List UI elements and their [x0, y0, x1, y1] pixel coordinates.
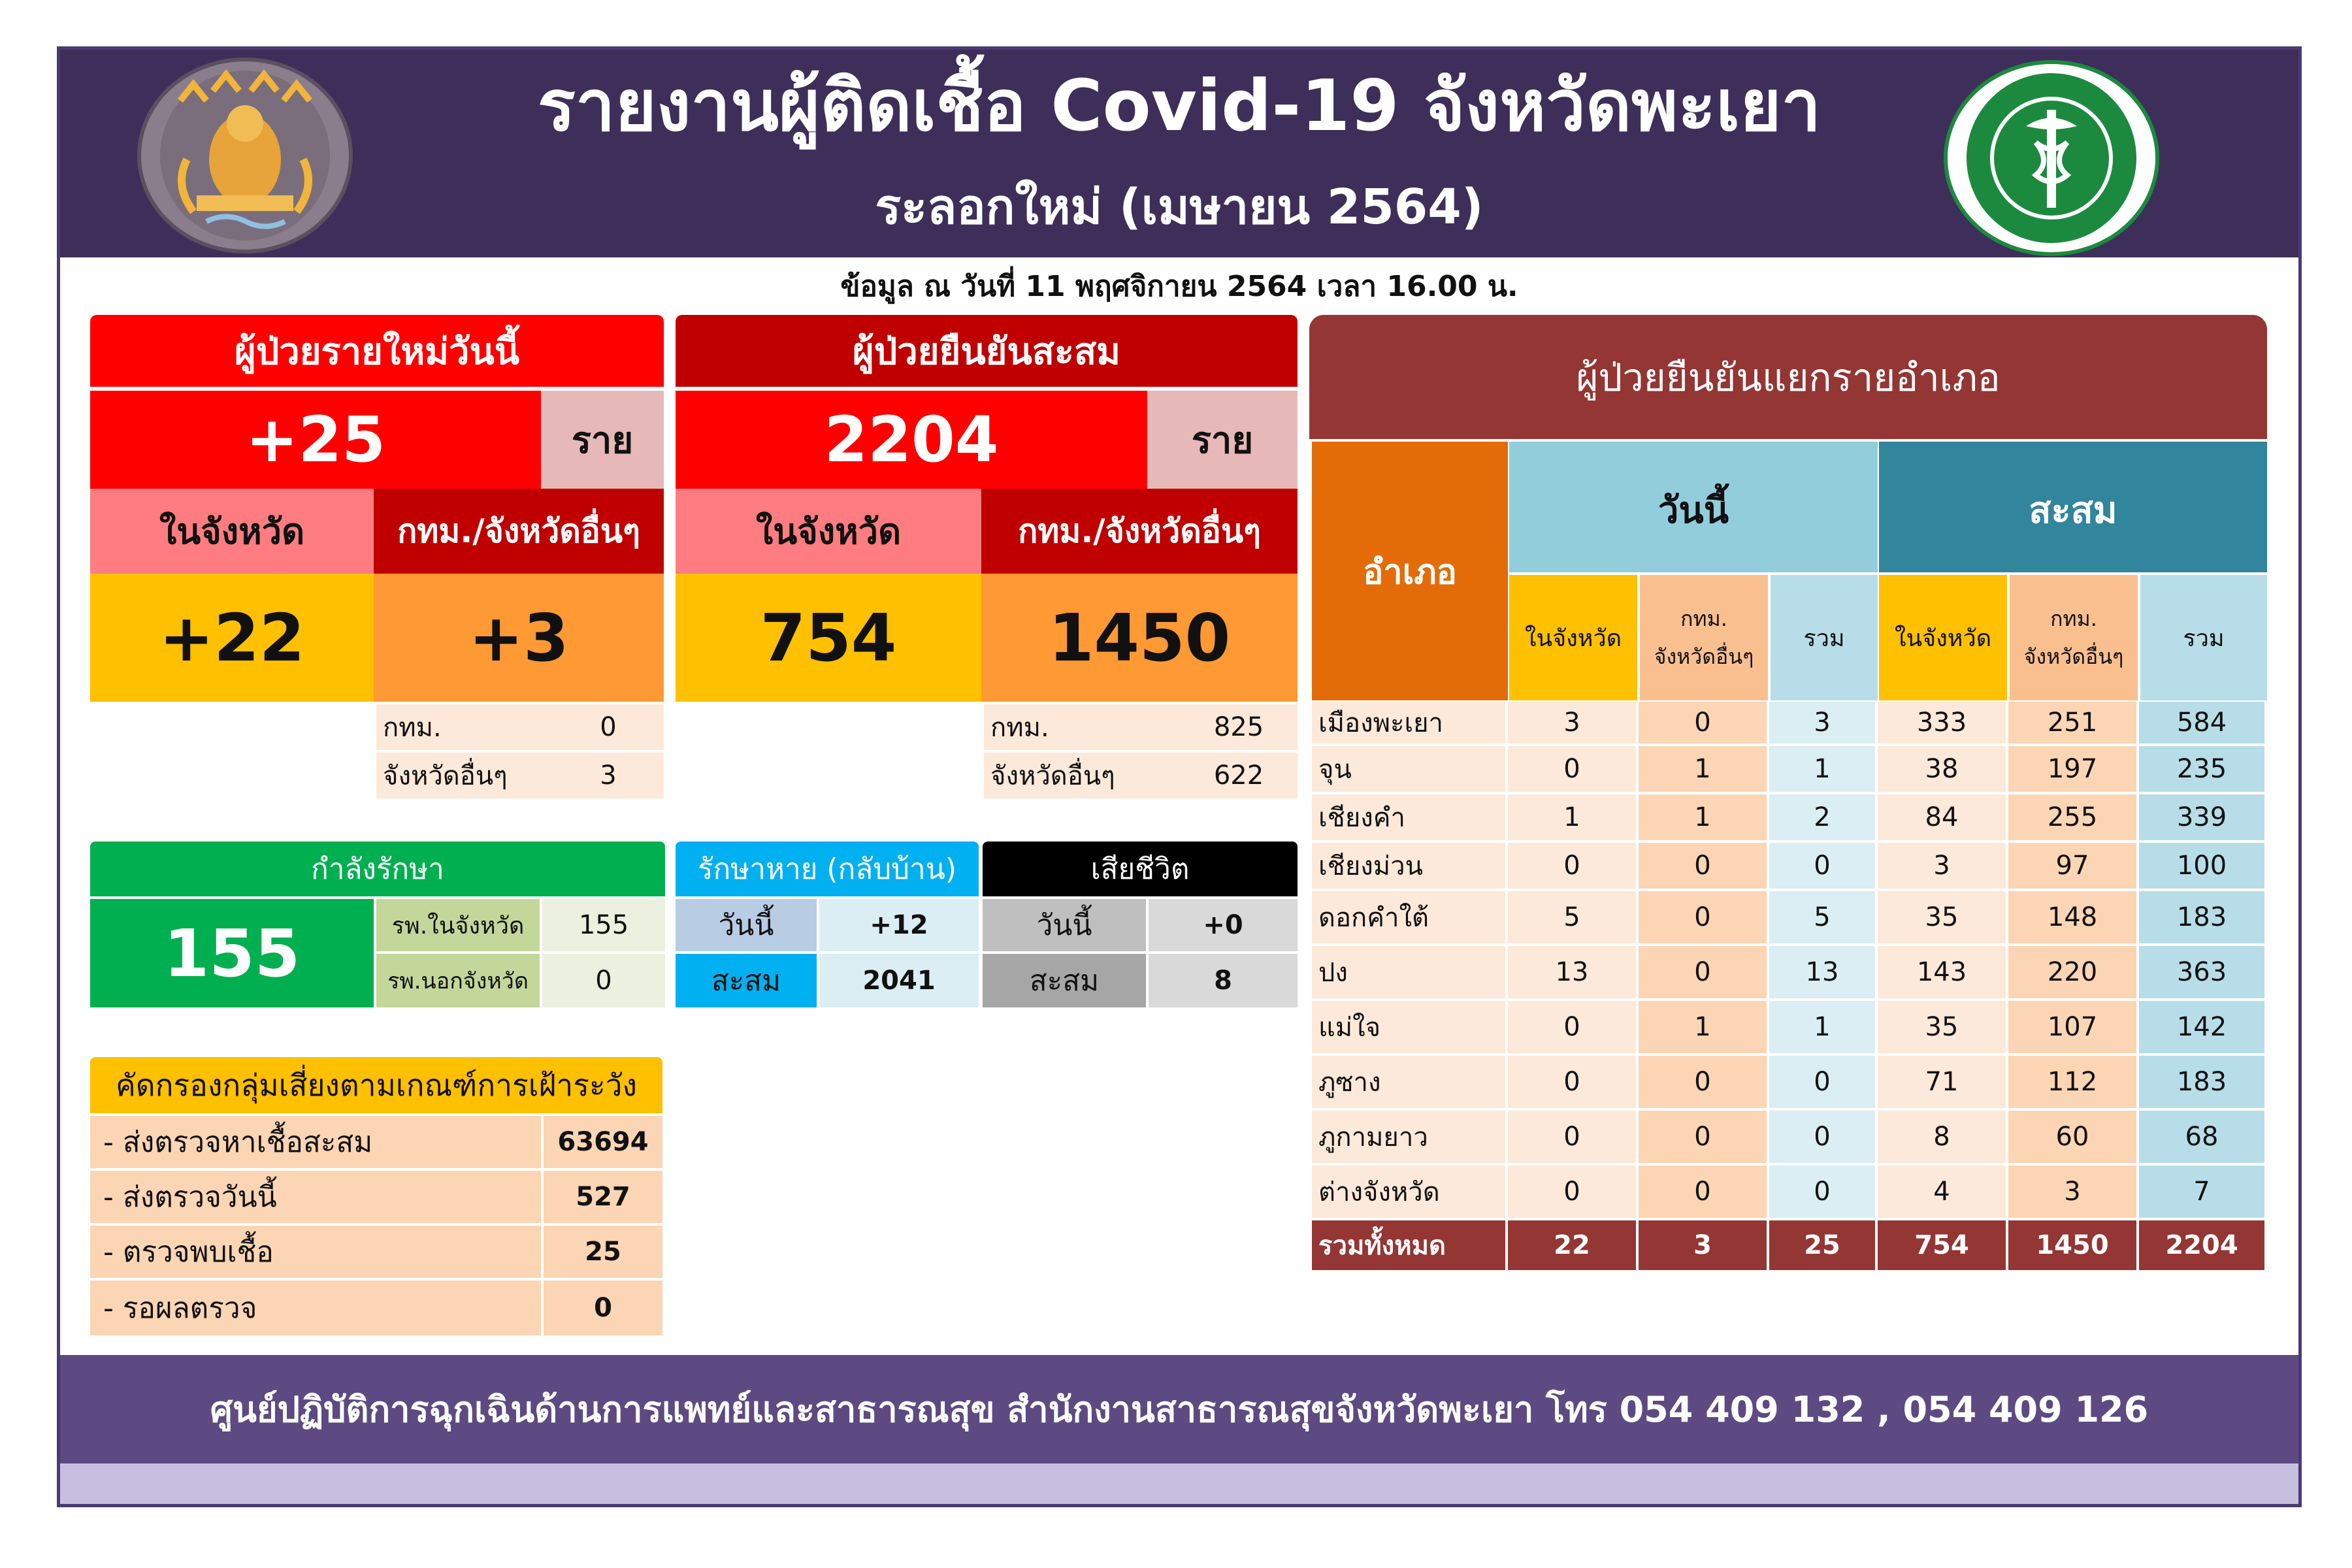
new-today-other-label: กทม./จังหวัดอื่นๆ — [374, 489, 664, 574]
district-cell-t_out: 0 — [1639, 1056, 1769, 1111]
district-table-title: ผู้ป่วยยืนยันแยกรายอำเภอ — [1309, 315, 2267, 439]
district-cell-c_out: 60 — [2008, 1111, 2139, 1166]
cumulative-in-province-label: ในจังหวัด — [676, 489, 981, 574]
district-cell-t_sum: 1 — [1769, 746, 1878, 794]
new-today-bkk-value: 0 — [553, 704, 664, 750]
cumulative-in-province-value: 754 — [676, 574, 981, 702]
new-today-unit: ราย — [541, 391, 664, 489]
district-cell-c_out: 112 — [2008, 1056, 2139, 1111]
recovered-today-value: +12 — [819, 899, 979, 951]
cumulative-other-value: 1450 — [981, 574, 1298, 702]
district-cell-c_out: 197 — [2008, 746, 2139, 794]
screening-list — [90, 1116, 662, 1335]
district-cell-t_out: 0 — [1639, 1166, 1769, 1220]
district-cell-t_out: 0 — [1639, 843, 1769, 891]
district-row — [1312, 746, 2267, 794]
district-cell-t_sum: 0 — [1769, 843, 1878, 891]
district-cell-t_sum: 1 — [1769, 1001, 1878, 1056]
deaths-cum-value: 8 — [1149, 954, 1298, 1007]
district-cell-c_in: 84 — [1878, 794, 2008, 843]
district-cell-c_sum: 183 — [2139, 891, 2267, 946]
district-cell-c_sum: 7 — [2139, 1166, 2267, 1220]
district-cell-t_sum: 0 — [1769, 1111, 1878, 1166]
district-cell-c_in: 38 — [1878, 746, 2008, 794]
footer-band — [60, 1463, 2298, 1504]
district-cell-c_in: 143 — [1878, 946, 2008, 1001]
recovered-cum-value: 2041 — [819, 954, 979, 1007]
recovered-today-label: วันนี้ — [676, 899, 817, 951]
district-cell-c_in: 8 — [1878, 1111, 2008, 1166]
district-cell-t_in: 22 — [1508, 1220, 1639, 1273]
district-cell-c_in: 35 — [1878, 1001, 2008, 1056]
treating-out-hosp-label: รพ.นอกจังหวัด — [376, 954, 540, 1007]
page-subtitle: ระลอกใหม่ (เมษายน 2564) — [875, 179, 1484, 235]
sub-header-other-line1: กทม. — [2050, 606, 2097, 631]
district-cell-t_sum: 13 — [1769, 946, 1878, 1001]
district-cell-name: ภูซาง — [1312, 1056, 1508, 1111]
district-cell-c_in: 754 — [1878, 1220, 2008, 1273]
district-cell-t_in: 3 — [1508, 702, 1639, 746]
district-cell-t_out: 1 — [1639, 1001, 1769, 1056]
district-cell-c_in: 3 — [1878, 843, 2008, 891]
sub-header-other-line2: จังหวัดอื่นๆ — [1654, 644, 1754, 669]
screening-row — [90, 1171, 662, 1226]
district-row — [1312, 1001, 2267, 1056]
district-total-row — [1312, 1220, 2267, 1273]
district-cell-t_sum: 0 — [1769, 1056, 1878, 1111]
new-today-in-province-value: +22 — [90, 574, 374, 702]
sub-header-cum-other — [2010, 575, 2138, 700]
district-cell-t_sum: 3 — [1769, 702, 1878, 746]
district-rows — [1312, 702, 2267, 1273]
treating-out-hosp-value: 0 — [542, 954, 665, 1007]
district-row — [1312, 1111, 2267, 1166]
district-cell-c_in: 35 — [1878, 891, 2008, 946]
sub-header-today-other — [1640, 575, 1768, 700]
district-cell-t_out: 0 — [1639, 891, 1769, 946]
district-cell-c_out: 3 — [2008, 1166, 2139, 1220]
district-cell-c_in: 333 — [1878, 702, 2008, 746]
district-cell-c_sum: 142 — [2139, 1001, 2267, 1056]
district-cell-c_sum: 363 — [2139, 946, 2267, 1001]
district-cell-c_in: 71 — [1878, 1056, 2008, 1111]
district-cell-t_in: 1 — [1508, 794, 1639, 843]
today-header: วันนี้ — [1509, 442, 1878, 572]
screening-title: คัดกรองกลุ่มเสี่ยงตามเกณฑ์การเฝ้าระวัง — [90, 1057, 662, 1113]
district-cell-c_out: 107 — [2008, 1001, 2139, 1056]
district-cell-c_out: 148 — [2008, 891, 2139, 946]
district-cell-t_in: 0 — [1508, 1001, 1639, 1056]
district-cell-c_sum: 183 — [2139, 1056, 2267, 1111]
district-cell-t_in: 5 — [1508, 891, 1639, 946]
deaths-title: เสียชีวิต — [983, 841, 1298, 896]
district-cell-name: ต่างจังหวัด — [1312, 1166, 1508, 1220]
screening-label: - ส่งตรวจวันนี้ — [90, 1171, 541, 1226]
district-cell-name: ดอกคำใต้ — [1312, 891, 1508, 946]
district-cell-c_in: 4 — [1878, 1166, 2008, 1220]
cumulative-other-prov-label: จังหวัดอื่นๆ — [984, 753, 1180, 798]
treating-in-hosp-value: 155 — [542, 899, 665, 951]
cumulative-title: ผู้ป่วยยืนยันสะสม — [676, 315, 1298, 387]
district-cell-t_in: 0 — [1508, 1056, 1639, 1111]
screening-value: 25 — [541, 1226, 662, 1281]
district-cell-t_out: 0 — [1639, 1111, 1769, 1166]
cumulative-unit: ราย — [1147, 391, 1298, 489]
screening-row — [90, 1116, 662, 1171]
district-header: อำเภอ — [1312, 442, 1508, 700]
sub-header-today-in: ในจังหวัด — [1509, 575, 1637, 700]
recovered-title: รักษาหาย (กลับบ้าน) — [676, 841, 979, 896]
sub-header-other-line2: จังหวัดอื่นๆ — [2023, 644, 2124, 669]
deaths-cum-label: สะสม — [983, 954, 1146, 1007]
deaths-today-value: +0 — [1149, 899, 1298, 951]
update-timestamp: ข้อมูล ณ วันที่ 11 พฤศจิกายน 2564 เวลา 16.00 น. — [840, 270, 1518, 303]
sub-header-today-total: รวม — [1771, 575, 1878, 700]
district-cell-c_sum: 2204 — [2139, 1220, 2267, 1273]
screening-label: - ส่งตรวจหาเชื้อสะสม — [90, 1116, 541, 1171]
district-cell-t_out: 1 — [1639, 746, 1769, 794]
screening-value: 0 — [541, 1281, 662, 1335]
district-cell-c_out: 1450 — [2008, 1220, 2139, 1273]
district-cell-name: จุน — [1312, 746, 1508, 794]
district-cell-name: รวมทั้งหมด — [1312, 1220, 1508, 1273]
district-cell-t_in: 0 — [1508, 746, 1639, 794]
cumulative-other-label: กทม./จังหวัดอื่นๆ — [981, 489, 1298, 574]
district-row — [1312, 702, 2267, 746]
page-title: รายงานผู้ติดเชื้อ Covid-19 จังหวัดพะเยา — [537, 65, 1821, 147]
district-cell-t_out: 3 — [1639, 1220, 1769, 1273]
sub-header-cum-in: ในจังหวัด — [1879, 575, 2007, 700]
district-cell-t_sum: 5 — [1769, 891, 1878, 946]
district-cell-t_out: 0 — [1639, 702, 1769, 746]
district-cell-name: ภูกามยาว — [1312, 1111, 1508, 1166]
cumulative-other-prov-value: 622 — [1180, 753, 1298, 798]
cumulative-header: สะสม — [1879, 442, 2267, 572]
cumulative-bkk-label: กทม. — [984, 704, 1180, 750]
district-row — [1312, 843, 2267, 891]
deaths-today-label: วันนี้ — [983, 899, 1146, 951]
district-cell-c_sum: 100 — [2139, 843, 2267, 891]
district-cell-c_out: 255 — [2008, 794, 2139, 843]
district-cell-name: เมืองพะเยา — [1312, 702, 1508, 746]
district-cell-name: เชียงคำ — [1312, 794, 1508, 843]
district-cell-t_sum: 2 — [1769, 794, 1878, 843]
district-cell-name: ปง — [1312, 946, 1508, 1001]
district-row — [1312, 794, 2267, 843]
district-row — [1312, 1056, 2267, 1111]
treating-in-hosp-label: รพ.ในจังหวัด — [376, 899, 540, 951]
new-today-other-prov-value: 3 — [553, 753, 664, 798]
district-cell-name: แม่ใจ — [1312, 1001, 1508, 1056]
new-today-bkk-label: กทม. — [376, 704, 553, 750]
district-cell-t_out: 0 — [1639, 946, 1769, 1001]
screening-label: - ตรวจพบเชื้อ — [90, 1226, 541, 1281]
screening-row — [90, 1226, 662, 1281]
district-cell-c_out: 251 — [2008, 702, 2139, 746]
district-cell-name: เชียงม่วน — [1312, 843, 1508, 891]
district-row — [1312, 891, 2267, 946]
district-cell-c_out: 220 — [2008, 946, 2139, 1001]
district-cell-t_in: 13 — [1508, 946, 1639, 1001]
sub-header-cum-total: รวม — [2140, 575, 2267, 700]
district-cell-c_sum: 339 — [2139, 794, 2267, 843]
district-cell-t_out: 1 — [1639, 794, 1769, 843]
new-today-title: ผู้ป่วยรายใหม่วันนี้ — [90, 315, 664, 387]
new-today-total: +25 — [90, 391, 541, 489]
district-cell-t_in: 0 — [1508, 1111, 1639, 1166]
sub-header-other-line1: กทม. — [1680, 606, 1727, 631]
new-today-other-value: +3 — [374, 574, 664, 702]
district-row — [1312, 946, 2267, 1001]
screening-label: - รอผลตรวจ — [90, 1281, 541, 1335]
district-cell-c_out: 97 — [2008, 843, 2139, 891]
screening-row — [90, 1281, 662, 1335]
district-cell-c_sum: 235 — [2139, 746, 2267, 794]
treating-title: กำลังรักษา — [90, 841, 665, 896]
district-cell-c_sum: 584 — [2139, 702, 2267, 746]
new-today-in-province-label: ในจังหวัด — [90, 489, 374, 574]
screening-value: 527 — [541, 1171, 662, 1226]
treating-total: 155 — [90, 899, 374, 1007]
screening-value: 63694 — [541, 1116, 662, 1171]
district-cell-t_sum: 25 — [1769, 1220, 1878, 1273]
district-cell-t_in: 0 — [1508, 1166, 1639, 1220]
cumulative-total: 2204 — [676, 391, 1147, 489]
footer-text: ศูนย์ปฏิบัติการฉุกเฉินด้านการแพทย์และสาธารณสุข สำนักงานสาธารณสุขจังหวัดพะเยา โทร 054 409 132 , 054 409 126 — [210, 1389, 2149, 1430]
district-cell-t_in: 0 — [1508, 843, 1639, 891]
new-today-other-prov-label: จังหวัดอื่นๆ — [376, 753, 553, 798]
recovered-cum-label: สะสม — [676, 954, 817, 1007]
district-row — [1312, 1166, 2267, 1220]
cumulative-bkk-value: 825 — [1180, 704, 1298, 750]
district-cell-c_sum: 68 — [2139, 1111, 2267, 1166]
district-cell-t_sum: 0 — [1769, 1166, 1878, 1220]
